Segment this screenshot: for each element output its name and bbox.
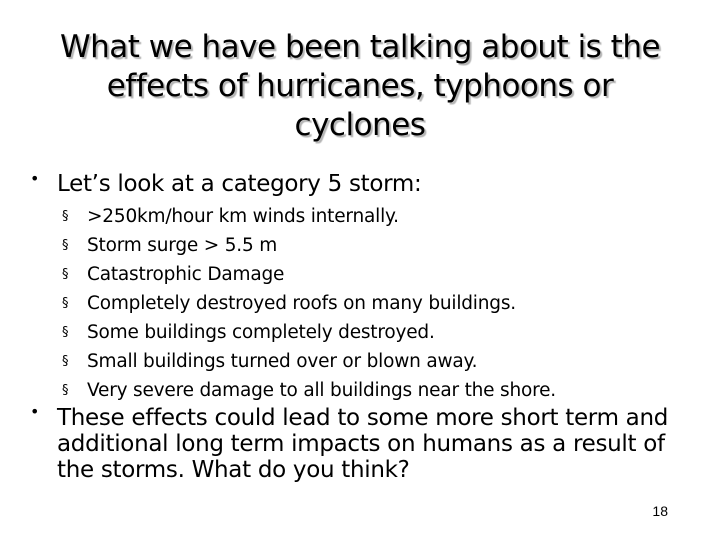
sub-bullet-item	[62, 202, 702, 231]
bullet-text: Let’s look at a category 5 storm:	[57, 171, 422, 197]
sub-bullet-item	[62, 347, 702, 376]
sub-bullet-text: Small buildings turned over or blown away.	[87, 351, 478, 372]
sub-bullet-text: Completely destroyed roofs on many buildings.	[87, 293, 516, 314]
bullet-text: These effects could lead to some more short term and additional long term impacts on humans as a result of the storms. What do you think?	[57, 405, 669, 483]
sub-bullet-list	[62, 202, 702, 405]
sub-bullet-marker: §	[62, 296, 69, 311]
bullet-marker: •	[30, 169, 40, 188]
sub-bullet-marker: §	[62, 238, 69, 253]
sub-bullet-item	[62, 318, 702, 347]
sub-bullet-marker: §	[62, 325, 69, 340]
sub-bullet-marker: §	[62, 267, 69, 282]
slide-title: What we have been talking about is the effects of hurricanes, typhoons or cyclones	[59, 29, 661, 143]
sub-bullet-item	[62, 260, 702, 289]
sub-bullet-text: Some buildings completely destroyed.	[87, 322, 435, 343]
sub-bullet-marker: §	[62, 209, 69, 224]
sub-bullet-text: Catastrophic Damage	[87, 264, 285, 285]
sub-bullet-item	[62, 231, 702, 260]
sub-bullet-marker: §	[62, 354, 69, 369]
sub-bullet-text: Storm surge > 5.5 m	[87, 235, 278, 256]
bullet-category-5	[30, 169, 690, 197]
page-number: 18	[652, 503, 668, 519]
sub-bullet-item	[62, 376, 702, 405]
sub-bullet-item	[62, 289, 702, 318]
bullet-marker: •	[30, 402, 40, 421]
bullet-effects-question	[30, 402, 690, 483]
sub-bullet-text: >250km/hour km winds internally.	[87, 206, 399, 227]
sub-bullet-marker: §	[62, 383, 69, 398]
sub-bullet-text: Very severe damage to all buildings near the shore.	[87, 380, 556, 401]
